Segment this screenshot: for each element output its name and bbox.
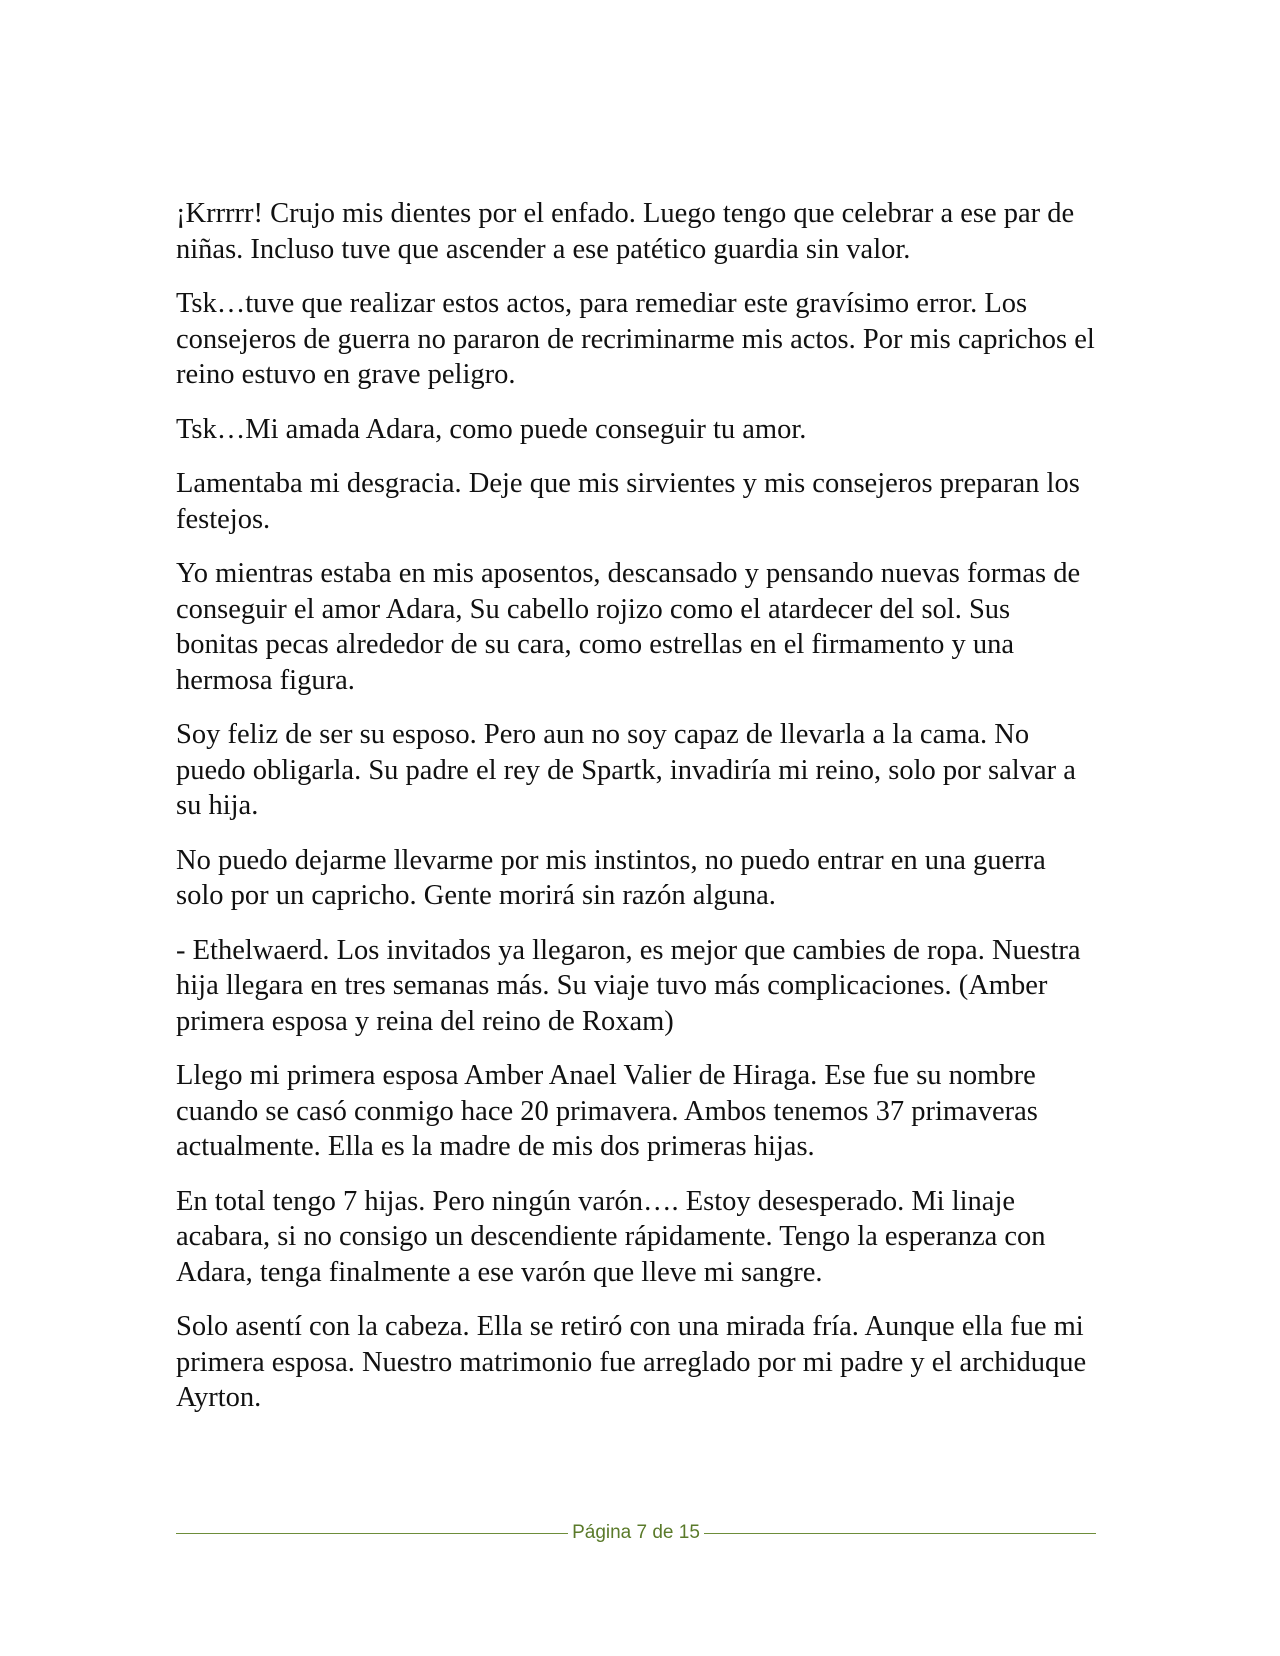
paragraph-1: ¡Krrrrr! Crujo mis dientes por el enfado. Luego tengo que celebrar a ese par de niñas. Incluso tuve que ascender a ese patético guardia sin valor. [176,198,1075,265]
paragraph-11: Solo asentí con la cabeza. Ella se retiró con una mirada fría. Aunque ella fue mi primera esposa. Nuestro matrimonio fue arreglado por mi padre y el archiduque Ayrton. [176,1311,1087,1413]
paragraph-6: Soy feliz de ser su esposo. Pero aun no soy capaz de llevarla a la cama. No puedo obligarla. Su padre el rey de Spartk, invadiría mi reino, solo por salvar a su hija. [176,719,1076,821]
paragraph-3: Tsk…Mi amada Adara, como puede conseguir tu amor. [176,413,807,445]
paragraph-4: Lamentaba mi desgracia. Deje que mis sirvientes y mis consejeros preparan los festejos. [176,468,1080,535]
paragraph-10: En total tengo 7 hijas. Pero ningún varón…. Estoy desesperado. Mi linaje acabara, si no consigo un descendiente rápidamente. Tengo la esperanza con Adara, tenga finalmente a ese varón que lleve mi sangre. [176,1185,1046,1288]
footer-rule-right [704,1533,1096,1534]
page-body [176,196,1096,1435]
paragraph-7: No puedo dejarme llevarme por mis instintos, no puedo entrar en una guerra solo por un capricho. Gente morirá sin razón alguna. [176,844,1046,911]
paragraph-2: Tsk…tuve que realizar estos actos, para remediar este gravísimo error. Los consejeros de guerra no pararon de recriminarme mis actos. Por mis caprichos el reino estuvo en grave peligro. [176,288,1095,390]
page-footer [176,1518,1096,1548]
footer-rule-left [176,1533,568,1534]
paragraph-5: Yo mientras estaba en mis aposentos, descansado y pensando nuevas formas de conseguir el amor Adara, Su cabello rojizo como el atardecer del sol. Sus bonitas pecas alrededor de su cara, como estrellas en el firmamento y una hermosa figura. [176,558,1081,696]
paragraph-8: - Ethelwaerd. Los invitados ya llegaron, es mejor que cambies de ropa. Nuestra hija llegara en tres semanas más. Su viaje tuvo más complicaciones. (Amber primera esposa y reina del reino de Roxam) [176,934,1081,1037]
page-number-label: Página 7 de 15 [572,1522,700,1543]
paragraph-9: Llego mi primera esposa Amber Anael Valier de Hiraga. Ese fue su nombre cuando se casó conmigo hace 20 primavera. Ambos tenemos 37 primaveras actualmente. Ella es la madre de mis dos primeras hijas. [176,1060,1038,1162]
